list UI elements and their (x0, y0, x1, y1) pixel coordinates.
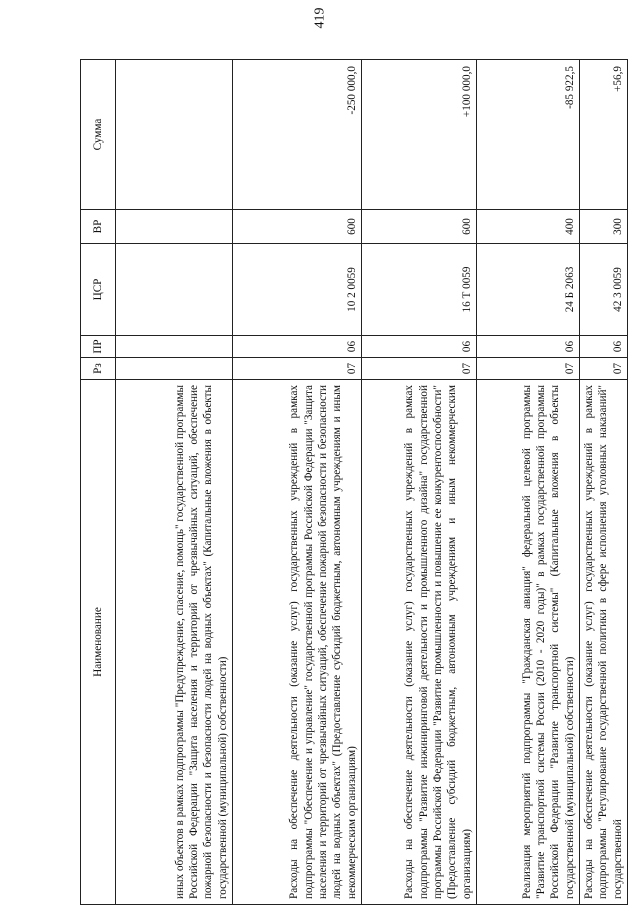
row-sum: -85 922,5 (477, 60, 580, 210)
header-csr: ЦСР (81, 244, 116, 336)
row-rz: 07 (233, 358, 362, 380)
row-pr: 06 (233, 336, 362, 358)
row-csr: 42 3 0059 (580, 244, 628, 336)
table-row (580, 60, 628, 905)
row-name: Расходы на обеспечение деятельности (оказание услуг) государственных учреждений в рамках подпрограммы "Регулирование государственной политики в сфере исполнения уголовных наказаний" государственной (580, 380, 628, 905)
row-rz: 07 (477, 358, 580, 380)
row-name: иных объектов в рамках подпрограммы "Предупреждение, спасение, помощь" государственной программы Российской Федерации "Защита населения и территорий от чрезвычайных ситуаций, обеспечение пожарной безопасности и безопасности людей на водных объектах" (Капитальные вложения в объекты государственной (муниципальной) собственности) (116, 380, 233, 905)
table-header-row (81, 60, 116, 905)
header-rz: Рз (81, 358, 116, 380)
row-sum: -250 000,0 (233, 60, 362, 210)
row-csr: 16 Т 0059 (362, 244, 477, 336)
header-vr: ВР (81, 210, 116, 244)
row-name: Реализация мероприятий подпрограммы "Гражданская авиация" федеральной целевой программы "Развитие транспортной системы России (2010 - 2020 годы)" в рамках государственной программы Российской Федерации "Развитие транспортной системы" (Капитальные вложения в объекты государственной (муниципальной) собственности) (477, 380, 580, 905)
row-csr: 24 Б 2063 (477, 244, 580, 336)
row-vr (116, 210, 233, 244)
row-sum: +56,9 (580, 60, 628, 210)
row-name: Расходы на обеспечение деятельности (оказание услуг) государственных учреждений в рамках подпрограммы "Обеспечение и управление" государственной программы Российской Федерации "Защита населения и территорий от чрезвычайных ситуаций, обеспечение пожарной безопасности и безопасности людей на водных объектах" (Предоставление субсидий бюджетным, автономным учреждениям и иным некоммерческим организациям) (233, 380, 362, 905)
header-pr: ПР (81, 336, 116, 358)
row-rz: 07 (580, 358, 628, 380)
row-vr: 400 (477, 210, 580, 244)
row-name: Расходы на обеспечение деятельности (оказание услуг) государственных учреждений в рамках подпрограммы "Развитие инжиниринговой деятельности и промышленного дизайна" государственной программы Российской Федерации "Развитие промышленности и повышение ее конкурентоспособности" (Предоставление субсидий бюджетным, автономным учреждениям и иным некоммерческим организациям) (362, 380, 477, 905)
page-number: 419 (312, 7, 328, 29)
row-pr: 06 (580, 336, 628, 358)
row-rz (116, 358, 233, 380)
row-sum: +100 000,0 (362, 60, 477, 210)
row-sum (116, 60, 233, 210)
row-vr: 600 (362, 210, 477, 244)
rotated-page-content (80, 60, 624, 905)
row-pr: 06 (362, 336, 477, 358)
row-pr: 06 (477, 336, 580, 358)
row-csr: 10 2 0059 (233, 244, 362, 336)
table-row (477, 60, 580, 905)
table-row (116, 60, 233, 905)
row-pr (116, 336, 233, 358)
budget-table (80, 59, 628, 905)
row-vr: 300 (580, 210, 628, 244)
row-csr (116, 244, 233, 336)
row-rz: 07 (362, 358, 477, 380)
table-row (362, 60, 477, 905)
row-vr: 600 (233, 210, 362, 244)
header-sum: Сумма (81, 60, 116, 210)
table-row (233, 60, 362, 905)
header-name: Наименование (81, 380, 116, 905)
